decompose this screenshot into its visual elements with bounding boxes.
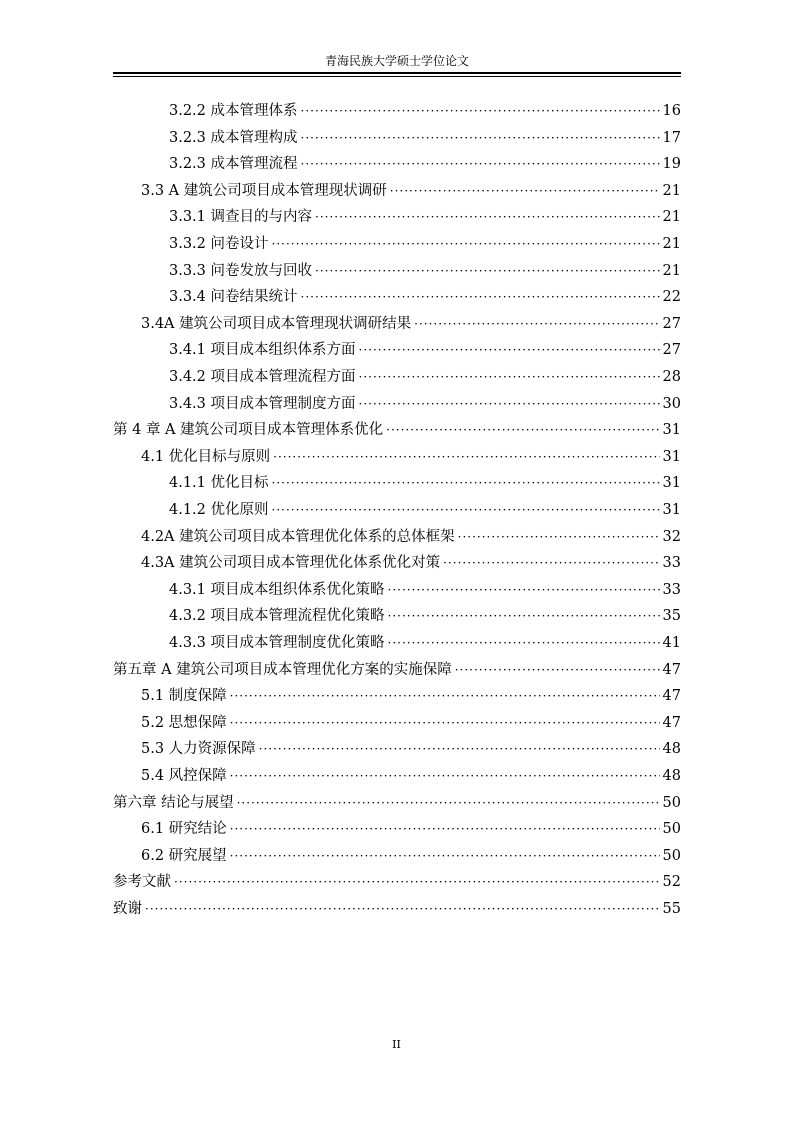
toc-dot-leader bbox=[230, 843, 660, 869]
toc-entry[interactable] bbox=[141, 710, 681, 736]
toc-entry[interactable] bbox=[113, 869, 681, 895]
toc-entry-page-number: 16 bbox=[662, 103, 681, 119]
toc-entry[interactable] bbox=[141, 550, 681, 576]
toc-dot-leader bbox=[455, 657, 660, 683]
toc-dot-leader bbox=[272, 231, 660, 257]
toc-entry-page-number: 31 bbox=[662, 449, 681, 465]
toc-entry-page-number: 21 bbox=[662, 209, 681, 225]
toc-entry-page-number: 21 bbox=[662, 236, 681, 252]
toc-entry[interactable] bbox=[169, 284, 681, 310]
toc-dot-leader bbox=[458, 524, 660, 550]
toc-dot-leader bbox=[230, 816, 660, 842]
toc-entry-label: 致谢 bbox=[113, 901, 142, 917]
toc-entry-page-number: 32 bbox=[662, 529, 681, 545]
toc-entry-page-number: 48 bbox=[662, 741, 681, 757]
toc-entry-page-number: 31 bbox=[662, 502, 681, 518]
toc-entry-page-number: 47 bbox=[662, 662, 681, 678]
toc-entry-label: 第五章 A 建筑公司项目成本管理优化方案的实施保障 bbox=[113, 662, 452, 678]
toc-entry-label: 3.2.3 成本管理流程 bbox=[169, 156, 298, 172]
toc-entry-label: 参考文献 bbox=[113, 874, 171, 890]
toc-entry-page-number: 35 bbox=[662, 608, 681, 624]
toc-dot-leader bbox=[145, 896, 660, 922]
toc-dot-leader bbox=[301, 284, 660, 310]
toc-dot-leader bbox=[315, 204, 660, 230]
toc-entry[interactable] bbox=[169, 231, 681, 257]
toc-entry-label: 4.3A 建筑公司项目成本管理优化体系优化对策 bbox=[141, 555, 441, 571]
toc-entry-page-number: 48 bbox=[662, 768, 681, 784]
toc-entry[interactable] bbox=[141, 311, 681, 337]
toc-entry-page-number: 27 bbox=[662, 342, 681, 358]
toc-entry-label: 4.2A 建筑公司项目成本管理优化体系的总体框架 bbox=[141, 529, 455, 545]
toc-entry-page-number: 47 bbox=[662, 688, 681, 704]
toc-dot-leader bbox=[388, 630, 660, 656]
toc-entry[interactable] bbox=[169, 630, 681, 656]
toc-dot-leader bbox=[301, 125, 660, 151]
toc-entry-label: 3.2.3 成本管理构成 bbox=[169, 130, 298, 146]
toc-entry[interactable] bbox=[113, 896, 681, 922]
toc-entry-page-number: 22 bbox=[662, 289, 681, 305]
toc-entry-label: 3.3.3 问卷发放与回收 bbox=[169, 263, 313, 279]
page-header-title: 青海民族大学硕士学位论文 bbox=[324, 54, 469, 68]
toc-entry[interactable] bbox=[141, 683, 681, 709]
toc-entry-page-number: 28 bbox=[662, 369, 681, 385]
toc-entry-label: 4.1 优化目标与原则 bbox=[141, 449, 271, 465]
toc-entry-page-number: 27 bbox=[662, 316, 681, 332]
toc-entry-label: 4.3.3 项目成本管理制度优化策略 bbox=[169, 635, 385, 651]
toc-entry-page-number: 19 bbox=[662, 156, 681, 172]
toc-entry[interactable] bbox=[141, 178, 681, 204]
toc-entry-label: 6.1 研究结论 bbox=[141, 821, 227, 837]
toc-dot-leader bbox=[272, 497, 660, 523]
toc-entry-page-number: 52 bbox=[662, 874, 681, 890]
toc-dot-leader bbox=[359, 364, 660, 390]
toc-entry-label: 3.2.2 成本管理体系 bbox=[169, 103, 298, 119]
header-rule-thick bbox=[113, 72, 681, 74]
toc-entry-label: 3.4.3 项目成本管理制度方面 bbox=[169, 396, 356, 412]
toc-entry-page-number: 50 bbox=[662, 848, 681, 864]
toc-entry-page-number: 55 bbox=[662, 901, 681, 917]
toc-entry[interactable] bbox=[169, 577, 681, 603]
toc-entry[interactable] bbox=[141, 763, 681, 789]
toc-entry-page-number: 33 bbox=[662, 555, 681, 571]
toc-entry-label: 3.3 A 建筑公司项目成本管理现状调研 bbox=[141, 183, 387, 199]
toc-entry-label: 5.2 思想保障 bbox=[141, 715, 227, 731]
toc-entry-label: 3.4.1 项目成本组织体系方面 bbox=[169, 342, 356, 358]
toc-entry[interactable] bbox=[169, 151, 681, 177]
toc-entry-label: 3.3.2 问卷设计 bbox=[169, 236, 269, 252]
toc-dot-leader bbox=[174, 869, 660, 895]
toc-entry-label: 3.3.4 问卷结果统计 bbox=[169, 289, 298, 305]
toc-entry-label: 4.1.2 优化原则 bbox=[169, 502, 269, 518]
toc-entry-label: 5.1 制度保障 bbox=[141, 688, 227, 704]
toc-entry[interactable] bbox=[113, 657, 681, 683]
toc-entry-page-number: 50 bbox=[662, 795, 681, 811]
toc-entry-label: 5.3 人力资源保障 bbox=[141, 741, 256, 757]
toc-entry-label: 3.3.1 调查目的与内容 bbox=[169, 209, 313, 225]
toc-entry[interactable] bbox=[169, 391, 681, 417]
toc-dot-leader bbox=[359, 391, 660, 417]
toc-entry[interactable] bbox=[141, 736, 681, 762]
toc-entry[interactable] bbox=[113, 417, 681, 443]
toc-entry-label: 第六章 结论与展望 bbox=[113, 795, 234, 811]
toc-entry[interactable] bbox=[169, 98, 681, 124]
toc-dot-leader bbox=[359, 337, 660, 363]
toc-dot-leader bbox=[386, 417, 659, 443]
toc-dot-leader bbox=[443, 550, 659, 576]
toc-dot-leader bbox=[301, 151, 660, 177]
toc-entry-page-number: 31 bbox=[662, 422, 681, 438]
toc-dot-leader bbox=[272, 470, 660, 496]
toc-entry[interactable] bbox=[169, 497, 681, 523]
toc-entry[interactable] bbox=[113, 790, 681, 816]
toc-dot-leader bbox=[237, 790, 660, 816]
toc-entry-page-number: 31 bbox=[662, 475, 681, 491]
toc-entry-label: 3.4A 建筑公司项目成本管理现状调研结果 bbox=[141, 316, 412, 332]
toc-entry[interactable] bbox=[169, 337, 681, 363]
toc-entry-label: 6.2 研究展望 bbox=[141, 848, 227, 864]
toc-entry[interactable] bbox=[169, 470, 681, 496]
toc-entry[interactable] bbox=[141, 816, 681, 842]
toc-dot-leader bbox=[273, 444, 659, 470]
toc-entry-page-number: 50 bbox=[662, 821, 681, 837]
toc-dot-leader bbox=[414, 311, 659, 337]
toc-entry[interactable] bbox=[169, 204, 681, 230]
header-rule-thin bbox=[113, 76, 681, 77]
toc-entry-page-number: 21 bbox=[662, 263, 681, 279]
toc-entry[interactable] bbox=[141, 843, 681, 869]
toc-entry-label: 4.1.1 优化目标 bbox=[169, 475, 269, 491]
toc-dot-leader bbox=[230, 683, 660, 709]
toc-entry-label: 第 4 章 A 建筑公司项目成本管理体系优化 bbox=[113, 422, 384, 438]
toc-entry-page-number: 21 bbox=[662, 183, 681, 199]
toc-entry[interactable] bbox=[169, 125, 681, 151]
toc-entry-label: 4.3.1 项目成本组织体系优化策略 bbox=[169, 582, 385, 598]
page-number: II bbox=[392, 1038, 401, 1051]
toc-dot-leader bbox=[388, 577, 660, 603]
toc-entry-page-number: 33 bbox=[662, 582, 681, 598]
toc-entry-page-number: 47 bbox=[662, 715, 681, 731]
toc-dot-leader bbox=[390, 178, 660, 204]
toc-dot-leader bbox=[388, 603, 660, 629]
toc-dot-leader bbox=[230, 763, 660, 789]
toc-entry[interactable] bbox=[169, 603, 681, 629]
toc-dot-leader bbox=[301, 98, 660, 124]
toc-entry-page-number: 41 bbox=[662, 635, 681, 651]
toc-entry-page-number: 17 bbox=[662, 130, 681, 146]
toc-dot-leader bbox=[315, 258, 660, 284]
toc-entry-label: 3.4.2 项目成本管理流程方面 bbox=[169, 369, 356, 385]
toc-entry[interactable] bbox=[169, 258, 681, 284]
toc-entry[interactable] bbox=[141, 524, 681, 550]
toc-entry-label: 5.4 风控保障 bbox=[141, 768, 227, 784]
toc-dot-leader bbox=[230, 710, 660, 736]
toc-dot-leader bbox=[259, 736, 660, 762]
toc-entry[interactable] bbox=[169, 364, 681, 390]
toc-entry-label: 4.3.2 项目成本管理流程优化策略 bbox=[169, 608, 385, 624]
toc-entry[interactable] bbox=[141, 444, 681, 470]
toc-entry-page-number: 30 bbox=[662, 396, 681, 412]
